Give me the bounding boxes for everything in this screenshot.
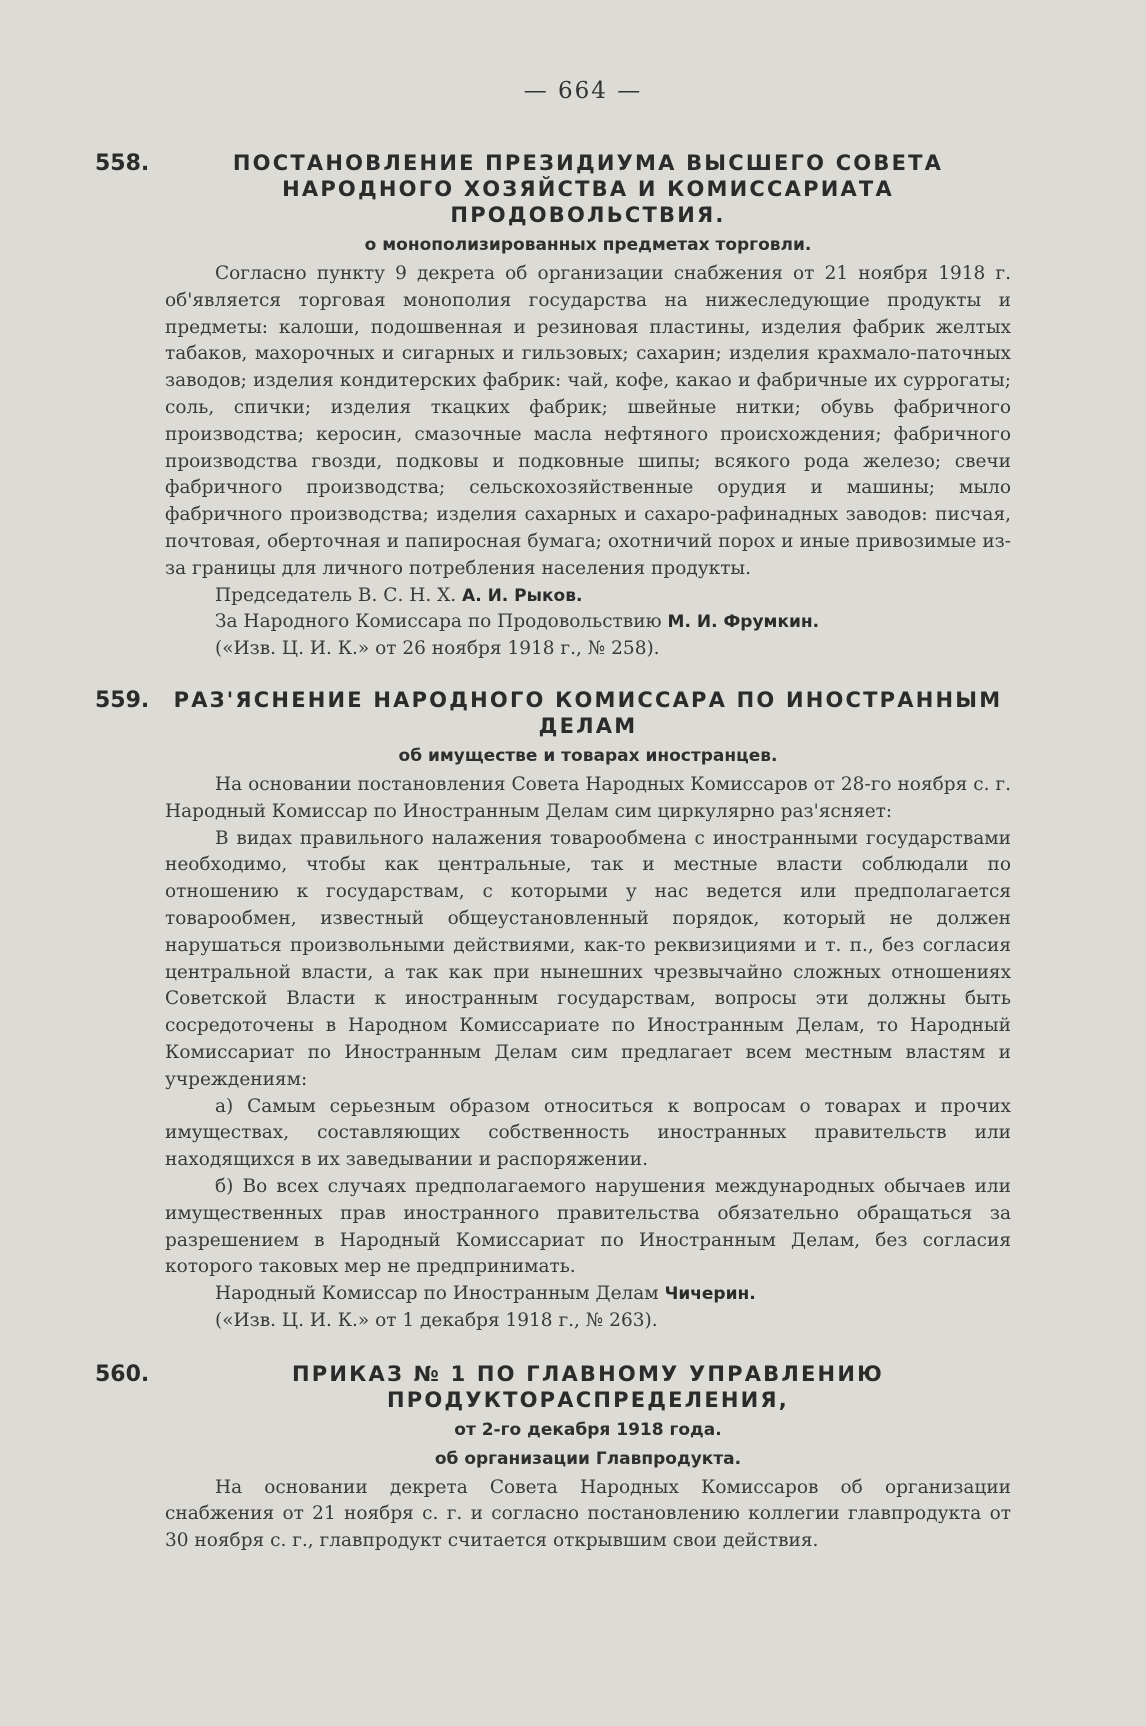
document-560-header xyxy=(95,1361,1011,1413)
document-558-source: («Изв. Ц. И. К.» от 26 ноября 1918 г., № 258). xyxy=(215,638,660,660)
document-558-signature-commissar xyxy=(165,609,1011,636)
document-559-header xyxy=(95,687,1011,739)
signature-name: М. И. Фрумкин. xyxy=(667,612,820,633)
document-560 xyxy=(95,1361,1011,1555)
document-558-paragraph: Согласно пункту 9 декрета об организации снабжения от 21 ноября 1918 г. об'является торговая монополия государства на нижеследующие продукты и предметы: калоши, подошвенная и резиновая пластины, изделия фабрик желтых табаков, махорочных и сигарных и гильзовых; сахарин; изделия крахмало-паточных заводов; изделия кондитерских фабрик: чай, кофе, какао и фабричные их суррогаты; соль, спички; изделия ткацких фабрик; швейные нитки; обувь фабричного производства; керосин, смазочные масла нефтяного происхождения; фабричного производства гвозди, подковы и подковные шипы; всякого рода железо; свечи фабричного производства; сельскохозяйственные орудия и машины; мыло фабричного производства; изделия сахарных и сахаро-рафинадных заводов: писчая, почтовая, оберточная и папиросная бумага; охотничий порох и иные привозимые из-за границы для личного потребления населения продукты. xyxy=(165,263,1011,579)
document-558-title: ПОСТАНОВЛЕНИЕ ПРЕЗИДИУМА ВЫСШЕГО СОВЕТА НАРОДНОГО ХОЗЯЙСТВА И КОМИССАРИАТА ПРОДОВОЛЬСТВИЯ. xyxy=(232,151,944,227)
document-559-paragraph-a: а) Самым серьезным образом относиться к вопросам о товарах и прочих имуществах, составляющих собственность иностранных правительств или находящихся в их заведывании и распоряжении. xyxy=(165,1095,1011,1171)
document-560-paragraph: На основании декрета Совета Народных Комиссаров об организации снабжения от 21 ноября с. г. и согласно постановлению коллегии главпродукта от 30 ноября с. г., главпродукт считается открывшим свои действия. xyxy=(165,1476,1011,1552)
document-558 xyxy=(95,150,1011,663)
signature-prefix: Народный Комиссар по Иностранным Делам xyxy=(215,1283,659,1305)
signature-prefix: Председатель В. С. Н. Х. xyxy=(215,584,457,606)
document-559-number: 559. xyxy=(95,687,150,713)
document-560-title: ПРИКАЗ № 1 ПО ГЛАВНОМУ УПРАВЛЕНИЮ ПРОДУКТОРАСПРЕДЕЛЕНИЯ, xyxy=(292,1361,884,1412)
document-558-body xyxy=(165,261,1011,663)
document-559-paragraph-b: б) Во всех случаях предполагаемого нарушения международных обычаев или имущественных прав иностранного правительства обязательно обращаться за разрешением в Народный Комиссариат по Иностранным Делам, без согласия которого таковых мер не предпринимать. xyxy=(165,1175,1011,1278)
document-560-subtitle: об организации Главпродукта. xyxy=(434,1448,742,1469)
page-number: — 664 — xyxy=(523,78,643,104)
document-559-body xyxy=(165,772,1011,1335)
document-559-paragraph-main: В видах правильного налажения товарообмена с иностранными государствами необходимо, чтобы как центральные, так и местные власти соблюдали по отношению к государствам, с которыми у нас ведется или предполагается товарообмен, известный общеустановленный порядок, который не должен нарушаться произвольными действиями, как-то реквизициями и т. п., без согласия центральной власти, а так как при нынешних чрезвычайно сложных отношениях Советской Власти к иностранным государствам, вопросы эти должны быть сосредоточены в Народном Комиссариате по Иностранным Делам, то Народный Комиссариат по Иностранным Делам сим предлагает всем местным властям и учреждениям: xyxy=(165,827,1011,1090)
document-558-subtitle: о монополизированных предметах торговли. xyxy=(364,235,812,255)
document-560-date: от 2-го декабря 1918 года. xyxy=(454,1419,722,1440)
document-558-signature-chairman xyxy=(165,583,1011,610)
document-559-subtitle: об имуществе и товарах иностранцев. xyxy=(398,745,778,766)
document-560-body xyxy=(165,1475,1011,1555)
document-559-source: («Изв. Ц. И. К.» от 1 декабря 1918 г., № 263). xyxy=(215,1309,658,1331)
document-558-number: 558. xyxy=(95,151,150,176)
signature-name: А. И. Рыков. xyxy=(462,585,583,606)
document-559-signature xyxy=(165,1281,1011,1308)
signature-prefix: За Народного Комиссара по Продовольствию xyxy=(215,611,662,633)
signature-name: Чичерин. xyxy=(664,1284,756,1305)
document-559-title: РАЗ'ЯСНЕНИЕ НАРОДНОГО КОМИССАРА ПО ИНОСТРАННЫМ ДЕЛАМ xyxy=(173,687,1003,738)
document-559 xyxy=(95,687,1011,1335)
document-559-paragraph-intro: На основании постановления Совета Народных Комиссаров от 28-го ноября с. г. Народный Комиссар по Иностранным Делам сим циркулярно раз'ясняет: xyxy=(165,773,1011,822)
document-558-header xyxy=(95,150,1011,228)
document-560-number: 560. xyxy=(95,1361,150,1387)
